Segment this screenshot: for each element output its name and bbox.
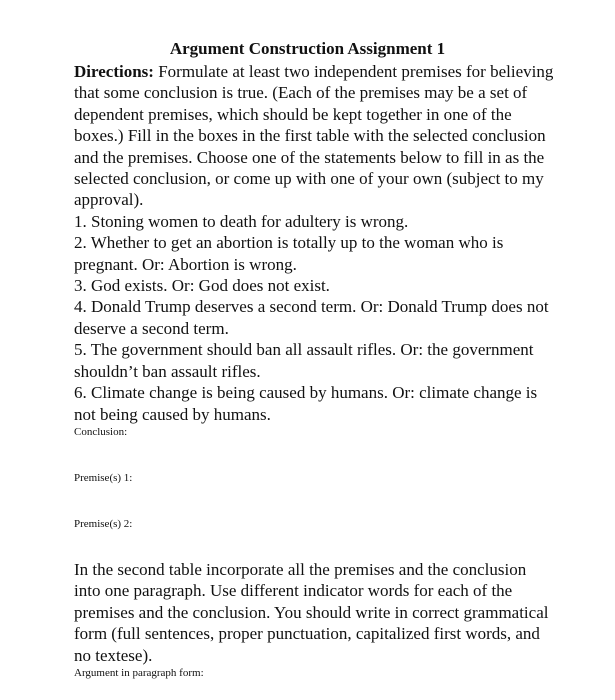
statement-5: 5. The government should ban all assault rifles. Or: the government shouldn’t ban assault rifles.: [74, 340, 534, 381]
directions-label: Directions:: [74, 62, 154, 81]
second-table-section: [74, 559, 554, 680]
statement-6: 6. Climate change is being caused by humans. Or: climate change is not being caused by humans.: [74, 383, 538, 424]
statement-2: 2. Whether to get an abortion is totally up to the woman who is pregnant. Or: Abortion is wrong.: [74, 233, 504, 274]
conclusion-box[interactable]: [74, 439, 554, 471]
statement-4: 4. Donald Trump deserves a second term. Or: Donald Trump does not deserve a second term.: [74, 297, 549, 338]
premise-1-box[interactable]: [74, 485, 554, 517]
directions-text: Formulate at least two independent premises for believing that some conclusion is true. (Each of the premises may be a set of dependent premises, which should be kept together in one of the boxes.) Fill in the boxes in the first table with the selected conclusion and the premises. Choose one of the statements below to fill in as the selected conclusion, or come up with one of your own (subject to my approval).: [74, 62, 554, 210]
second-table-instructions: In the second table incorporate all the premises and the conclusion into one paragraph. Use different indicator words for each of the premises and the conclusion. You should write in correct grammatical form (full sentences, proper punctuation, capitalized first words, and no textese).: [74, 560, 549, 665]
premise-2-label: Premise(s) 2:: [74, 517, 133, 530]
directions-paragraph: [74, 61, 554, 211]
premise-1-label: Premise(s) 1:: [74, 471, 133, 484]
statement-1: 1. Stoning women to death for adultery is wrong.: [74, 211, 409, 231]
page-title: Argument Construction Assignment 1: [169, 39, 446, 58]
directions-section: [74, 61, 554, 531]
conclusion-label: Conclusion:: [74, 425, 128, 438]
paragraph-form-label: Argument in paragraph form:: [74, 667, 204, 680]
statement-3: 3. God exists. Or: God does not exist.: [74, 276, 330, 296]
